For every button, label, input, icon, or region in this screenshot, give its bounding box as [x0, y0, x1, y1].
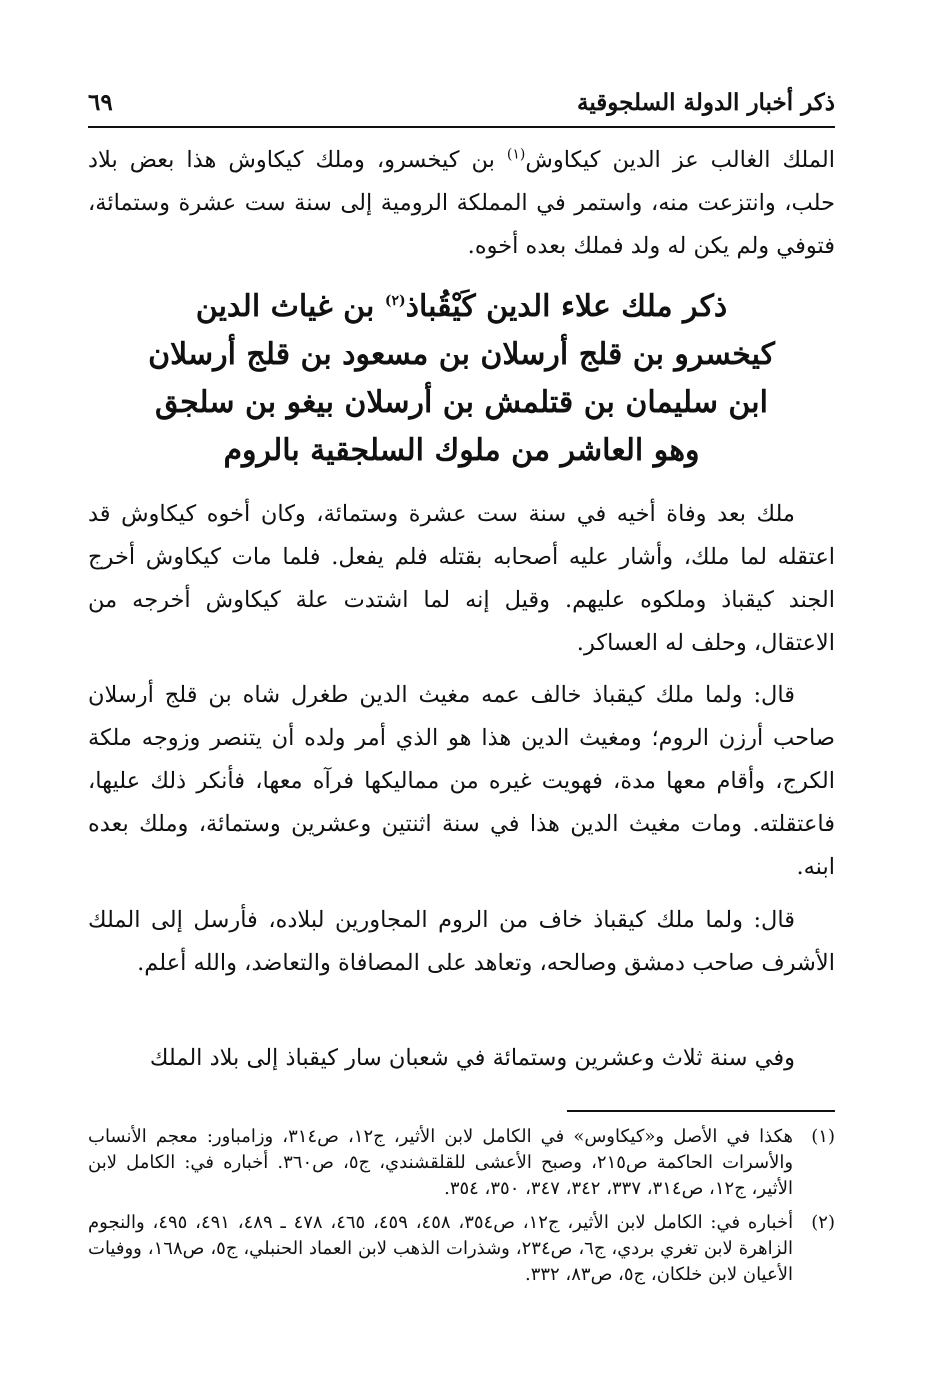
- footnote-1-text: هكذا في الأصل و«كيكاوس» في الكامل لابن الأثير، ج١٢، ص٣١٤، وزامباور: معجم الأنساب والأسرات الحاكمة ص٢١٥، وصبح الأعشى للقلقشندي، ج٥، ص٣٦٠. أخباره في: الكامل لابن الأثير، ج١٢، ص٣١٤، ٣٣٧، ٣٤٢، ٣٤٧، ٣٥٠، ٣٥٤.: [88, 1126, 794, 1199]
- paragraph-1-rest: بن كيخسرو، وملك كيكاوش هذا بعض بلاد حلب، وانتزعت منه، واستمر في المملكة الرومية إلى سنة ست عشرة وستمائة، فتوفي ولم يكن له ولد فملك بعده أخوه.: [88, 147, 835, 259]
- footnote-2-number: (٢): [811, 1212, 835, 1233]
- footnote-ref-2: (٢): [384, 293, 406, 309]
- heading-line-4: وهو العاشر من ملوك السلجقية بالروم: [223, 433, 700, 468]
- heading-line-3: ابن سليمان بن قتلمش بن أرسلان بيغو بن سلجق: [155, 385, 768, 420]
- paragraph-4: قال: ولما ملك كيقباذ خاف من الروم المجاورين لبلاده، فأرسل إلى الملك الأشرف صاحب دمشق وصالحه، وتعاهد على المصافاة والتعاضد، والله أعلم.: [88, 907, 835, 976]
- paragraph-2: ملك بعد وفاة أخيه في سنة ست عشرة وستمائة، وكان أخوه كيكاوش قد اعتقله لما ملك، وأشار عليه أصحابه بقتله فلم يفعل. فلما مات كيكاوش أخرج الجند كيقباذ وملكوه عليهم. وقيل إنه لما اشتدت علة كيكاوش أخرجه من الاعتقال، وحلف له العساكر.: [88, 501, 835, 656]
- footnote-ref-1: (١): [506, 146, 526, 163]
- footnote-2: [88, 1210, 835, 1288]
- running-title: ذكر أخبار الدولة السلجوقية: [576, 89, 835, 116]
- paragraph-1: [88, 139, 835, 268]
- page-number: ٦٩: [88, 89, 113, 116]
- page-header: [88, 88, 835, 128]
- heading-line-1: ذكر ملك علاء الدين كَيْقُباذ$^{(٢)}$ بن غياث الدين: [195, 289, 728, 324]
- paragraph-3: قال: ولما ملك كيقباذ خالف عمه مغيث الدين طغرل شاه بن قلج أرسلان صاحب أرزن الروم؛ ومغيث الدين هذا هو الذي أمر ولده أن يتنصر وزوجه ملكة الكرج، وأقام معها مدة، فهويت غيره من مماليكها فرآه معها، فأنكر ذلك عليها، فاعتقلته. ومات مغيث الدين هذا في سنة اثنتين وعشرين وستمائة، وملك بعده ابنه.: [88, 682, 835, 880]
- paragraph-1-start: الملك الغالب عز الدين كيكاوش: [525, 147, 835, 173]
- paragraph-5: وفي سنة ثلاث وعشرين وستمائة في شعبان سار كيقباذ إلى بلاد الملك: [149, 1045, 795, 1071]
- footnote-divider: [567, 1110, 835, 1112]
- footnote-1-number: (١): [811, 1126, 835, 1147]
- footnote-1: [88, 1124, 835, 1202]
- footnote-2-text: أخباره في: الكامل لابن الأثير، ج١٢، ص٣٥٤، ٤٥٨، ٤٥٩، ٤٦٥، ٤٧٨ ـ ٤٨٩، ٤٩١، ٤٩٥، والنجوم الزاهرة لابن تغري بردي، ج٦، ص٢٣٤، وشذرات الذهب لابن العماد الحنبلي، ج٥، ص١٦٨، ووفيات الأعيان لابن خلكان، ج٥، ص٨٣، ٣٣٢.: [88, 1212, 794, 1285]
- section-heading: [88, 283, 835, 475]
- footnotes: [88, 1124, 835, 1296]
- heading-line-2: كيخسرو بن قلج أرسلان بن مسعود بن قلج أرسلان: [148, 337, 775, 372]
